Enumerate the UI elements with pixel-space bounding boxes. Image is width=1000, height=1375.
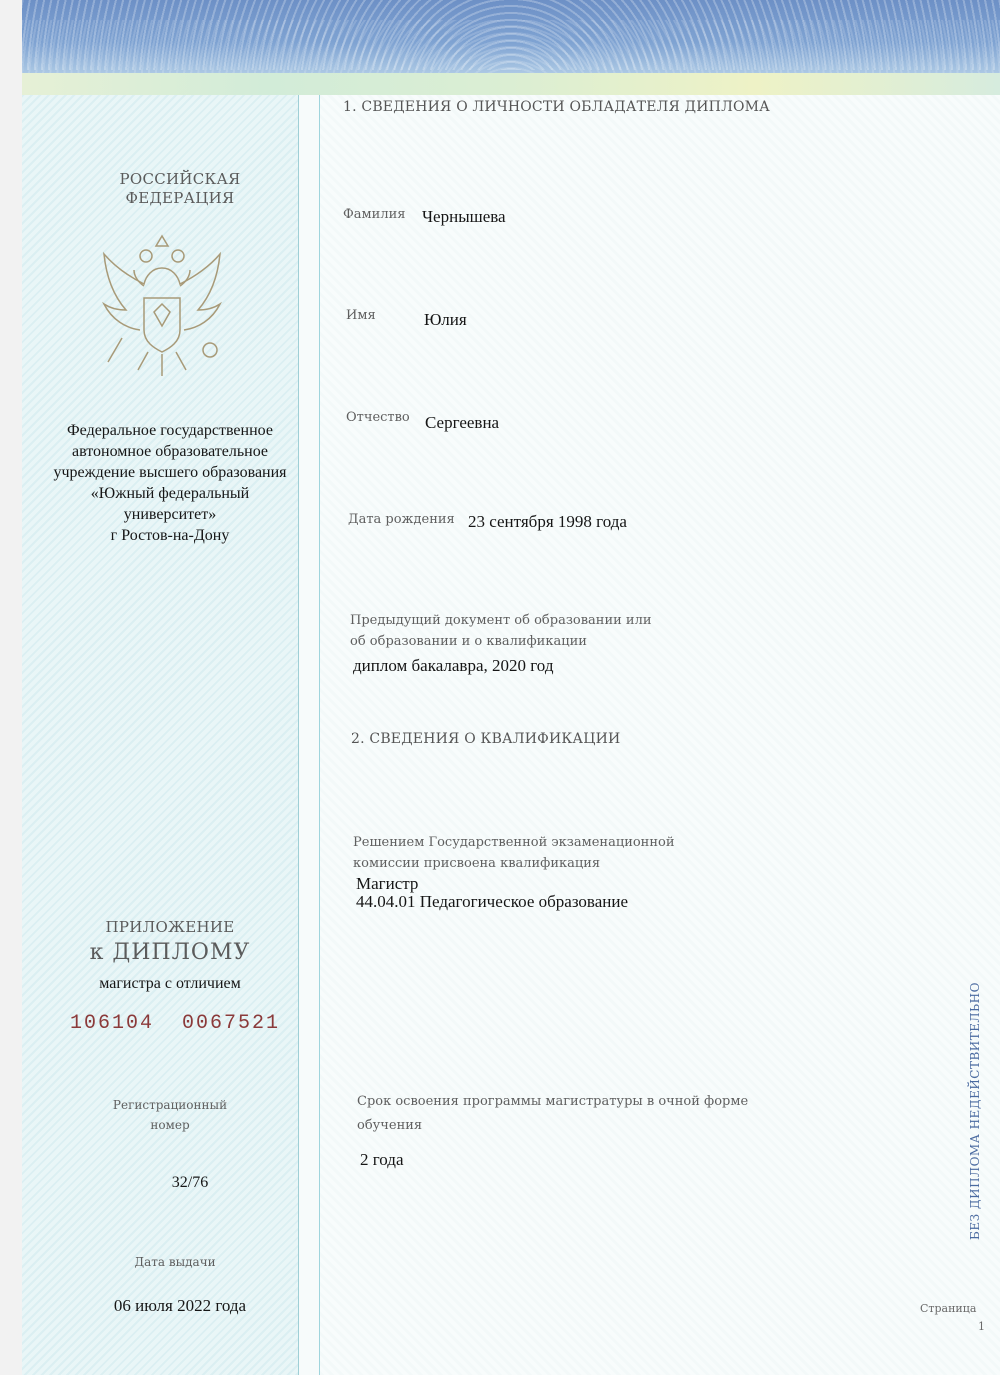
qualification-decision-label: Решением Государственной экзаменационной комиссии присвоена квалификация [353,835,675,871]
page-label: Страница [920,1302,977,1315]
serial-number: 106104 0067521 [69,1012,281,1035]
registration-label: Регистрационный номер [112,1098,228,1132]
program-value: 44.04.01 Педагогическое образование [356,892,629,911]
patronymic-value: Сергеевна [425,413,500,432]
duration-value: 2 года [360,1150,404,1169]
supplement-title: ПРИЛОЖЕНИЕ [105,918,235,936]
qualification-value: Магистр [356,874,419,893]
decorative-header-band [22,0,1000,95]
supplement-subtitle: к ДИПЛОМУ [89,940,251,965]
issue-date-label: Дата выдачи [134,1255,216,1269]
surname-label: Фамилия [343,207,406,222]
patronymic-label: Отчество [346,410,410,425]
section-2-title: 2. СВЕДЕНИЯ О КВАЛИФИКАЦИИ [351,731,621,747]
degree-type: магистра с отличием [99,975,241,992]
coat-of-arms-icon [92,228,232,388]
registration-number: 32/76 [171,1174,209,1191]
page-number: 1 [978,1320,985,1333]
section-1-title: 1. СВЕДЕНИЯ О ЛИЧНОСТИ ОБЛАДАТЕЛЯ ДИПЛОМА [343,99,770,115]
country-name: РОССИЙСКАЯ ФЕДЕРАЦИЯ [119,170,241,207]
birth-date-value: 23 сентября 1998 года [468,512,627,531]
surname-value: Чернышева [422,207,506,226]
name-label: Имя [346,308,376,323]
vertical-validity-note: БЕЗ ДИПЛОМА НЕДЕЙСТВИТЕЛЬНО [968,982,982,1240]
duration-label: Срок освоения программы магистратуры в очной форме обучения [357,1094,749,1133]
institution-name: Федеральное государственное автономное образовательное учреждение высшего образования «Южный федеральный университет» г Ростов-на-Дону [53,422,287,544]
birth-date-label: Дата рождения [348,512,455,527]
name-value: Юлия [424,310,467,329]
previous-document-value: диплом бакалавра, 2020 год [353,656,554,675]
issue-date: 06 июля 2022 года [113,1296,247,1315]
previous-document-label: Предыдущий документ об образовании или об образовании и о квалификации [350,613,652,649]
scan-edge [0,0,23,1375]
